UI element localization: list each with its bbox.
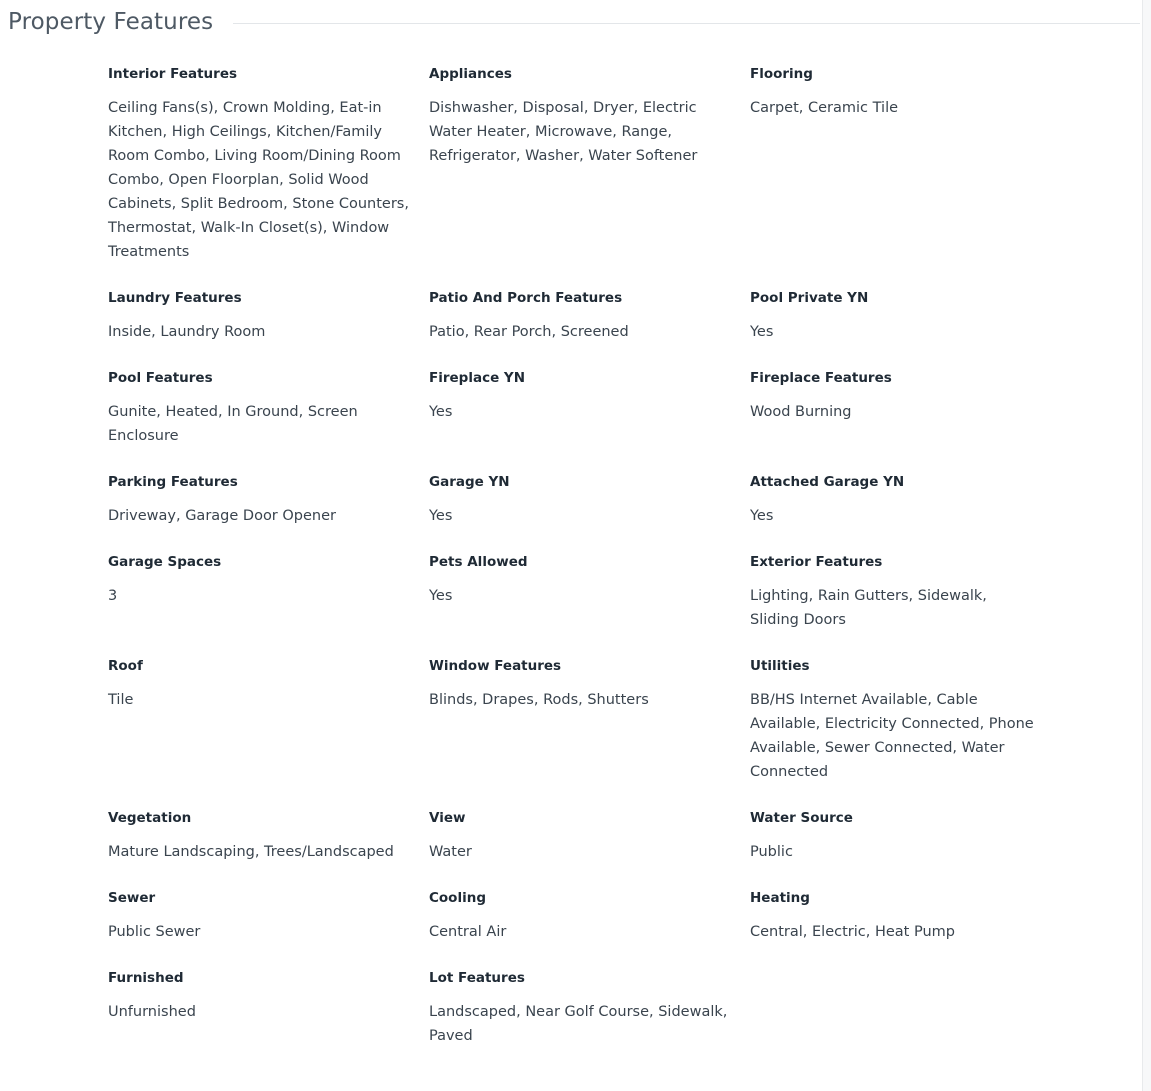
scrollbar-track[interactable] <box>1142 0 1151 1091</box>
feature-item <box>429 968 750 1048</box>
feature-item <box>750 288 1050 344</box>
feature-item <box>108 888 429 944</box>
feature-item <box>429 288 750 344</box>
feature-label: Parking Features <box>108 474 238 490</box>
feature-value: BB/HS Internet Available, Cable Available, Electricity Connected, Phone Available, Sewer Connected, Water Connected <box>750 692 1034 780</box>
feature-item <box>750 888 1050 944</box>
feature-label: Attached Garage YN <box>750 474 905 490</box>
feature-label: Garage Spaces <box>108 554 222 570</box>
feature-label: Lot Features <box>429 970 525 986</box>
feature-item <box>750 808 1050 864</box>
feature-label: Fireplace Features <box>750 370 892 386</box>
feature-label: Furnished <box>108 970 184 986</box>
feature-item <box>429 808 750 864</box>
feature-label: Pets Allowed <box>429 554 528 570</box>
feature-value: Dishwasher, Disposal, Dryer, Electric Water Heater, Microwave, Range, Refrigerator, Washer, Water Softener <box>429 100 698 164</box>
feature-value: Public Sewer <box>108 924 201 940</box>
section-title: Property Features <box>8 9 214 35</box>
feature-item <box>429 368 750 448</box>
feature-label: Flooring <box>750 66 813 82</box>
feature-item <box>429 64 750 264</box>
feature-item <box>108 656 429 784</box>
feature-item <box>750 368 1050 448</box>
feature-item <box>750 552 1050 632</box>
feature-value: Central Air <box>429 924 507 940</box>
feature-label: Vegetation <box>108 810 192 826</box>
feature-label: Roof <box>108 658 143 674</box>
feature-value: Tile <box>108 692 134 708</box>
feature-item <box>108 368 429 448</box>
feature-label: Fireplace YN <box>429 370 525 386</box>
feature-value: Blinds, Drapes, Rods, Shutters <box>429 692 649 708</box>
feature-value: Mature Landscaping, Trees/Landscaped <box>108 844 394 860</box>
feature-label: Exterior Features <box>750 554 883 570</box>
feature-value: Landscaped, Near Golf Course, Sidewalk, Paved <box>429 1004 728 1044</box>
feature-value: Yes <box>429 588 453 604</box>
feature-label: Garage YN <box>429 474 510 490</box>
feature-value: Public <box>750 844 793 860</box>
feature-label: Utilities <box>750 658 810 674</box>
feature-item <box>108 968 429 1048</box>
feature-item <box>429 552 750 632</box>
feature-label: Interior Features <box>108 66 238 82</box>
feature-label: Pool Private YN <box>750 290 869 306</box>
feature-label: Pool Features <box>108 370 213 386</box>
feature-label: View <box>429 810 466 826</box>
feature-item <box>429 656 750 784</box>
feature-value: Yes <box>750 508 774 524</box>
feature-label: Sewer <box>108 890 156 906</box>
feature-item <box>108 552 429 632</box>
feature-label: Cooling <box>429 890 486 906</box>
feature-value: Wood Burning <box>750 404 852 420</box>
features-grid <box>108 64 1088 1072</box>
feature-value: Yes <box>750 324 774 340</box>
feature-value: Central, Electric, Heat Pump <box>750 924 955 940</box>
feature-label: Window Features <box>429 658 562 674</box>
section-header <box>8 7 1140 37</box>
feature-value: Ceiling Fans(s), Crown Molding, Eat-in Kitchen, High Ceilings, Kitchen/Family Room Combo, Living Room/Dining Room Combo, Open Floorplan, Solid Wood Cabinets, Split Bedroom, Stone Counters, Thermostat, Walk-In Closet(s), Window Treatments <box>108 100 409 260</box>
feature-value: Inside, Laundry Room <box>108 324 266 340</box>
feature-item <box>750 64 1050 264</box>
feature-item <box>750 472 1050 528</box>
feature-label: Appliances <box>429 66 512 82</box>
feature-item <box>429 888 750 944</box>
feature-label: Water Source <box>750 810 853 826</box>
feature-item <box>108 472 429 528</box>
feature-value: Gunite, Heated, In Ground, Screen Enclosure <box>108 404 358 444</box>
feature-value: Carpet, Ceramic Tile <box>750 100 899 116</box>
feature-value: Yes <box>429 508 453 524</box>
feature-value: Water <box>429 844 472 860</box>
feature-item <box>108 808 429 864</box>
feature-item <box>429 472 750 528</box>
feature-value: Lighting, Rain Gutters, Sidewalk, Sliding Doors <box>750 588 987 628</box>
feature-label: Heating <box>750 890 810 906</box>
feature-label: Patio And Porch Features <box>429 290 623 306</box>
feature-value: 3 <box>108 588 118 604</box>
feature-value: Driveway, Garage Door Opener <box>108 508 336 524</box>
section-divider <box>233 23 1140 24</box>
feature-label: Laundry Features <box>108 290 242 306</box>
feature-value: Yes <box>429 404 453 420</box>
feature-item <box>108 288 429 344</box>
feature-item <box>750 656 1050 784</box>
feature-value: Patio, Rear Porch, Screened <box>429 324 629 340</box>
feature-item <box>108 64 429 264</box>
feature-value: Unfurnished <box>108 1004 196 1020</box>
